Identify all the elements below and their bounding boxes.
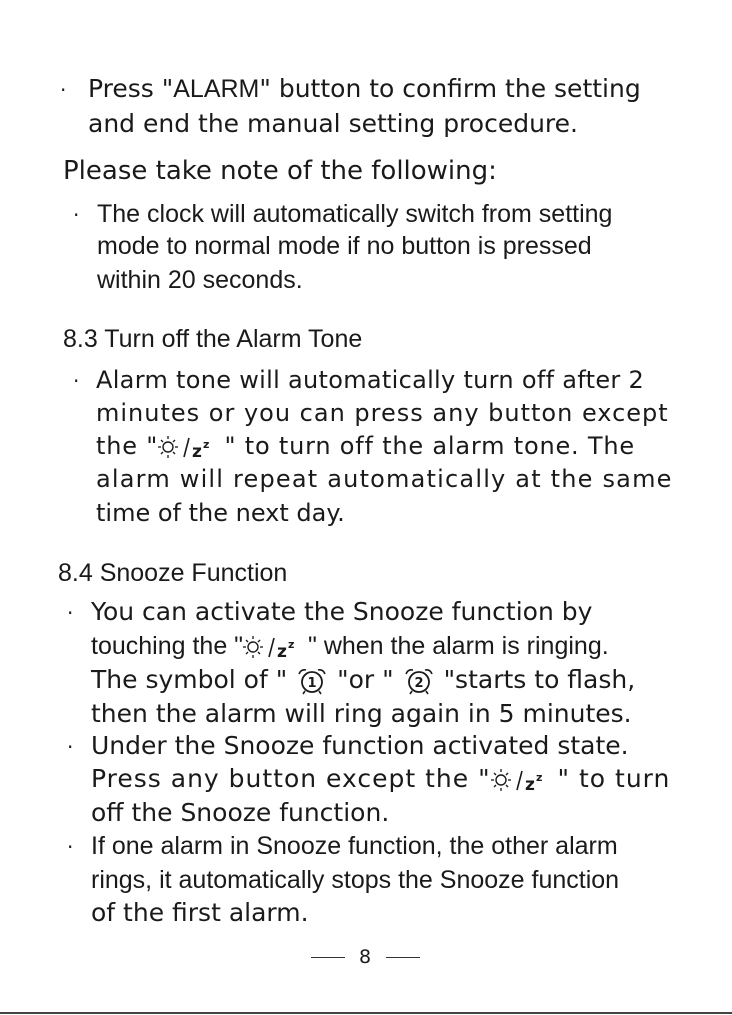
s84-b1-line-2-post: " when the alarm is ringing. <box>301 632 609 660</box>
note-line-3: within 20 seconds. <box>97 266 303 294</box>
s1-line-1 <box>88 73 641 105</box>
s83-line-4: alarm will repeat automatically at the same <box>96 465 673 493</box>
svg-text:z: z <box>277 642 287 661</box>
svg-text:1: 1 <box>307 676 317 691</box>
page-number: 8 <box>358 946 372 968</box>
s84-b1-line-3-a: The symbol of " <box>91 665 288 694</box>
note-line-2: mode to normal mode if no button is pressed <box>97 232 592 260</box>
s83-line-1: Alarm tone will automatically turn off after 2 <box>96 366 645 394</box>
s84-b2-line-3: off the Snooze function. <box>91 798 390 827</box>
section-8-4-heading: 8.4 Snooze Function <box>58 559 288 587</box>
s83-line-3-post: " to turn off the alarm tone. The <box>216 432 635 460</box>
s84-b2-line-2-pre: Press any button except the " <box>91 764 491 793</box>
s84-b1-line-4: then the alarm will ring again in 5 minutes. <box>91 699 632 728</box>
s83-line-3 <box>96 430 635 462</box>
light-snooze-icon <box>243 634 301 660</box>
s84-b1-line-1: You can activate the Snooze function by <box>91 597 593 626</box>
s83-line-2: minutes or you can press any button except <box>96 399 669 427</box>
light-snooze-icon <box>491 767 549 793</box>
note-line-1: The clock will automatically switch from setting <box>97 200 613 228</box>
alarm-1-icon <box>295 667 329 695</box>
s1-line-1-pre: Press " <box>88 74 174 103</box>
s83-line-3-pre: the " <box>96 432 159 460</box>
s84-b2-line-2 <box>91 763 670 795</box>
note-heading: Please take note of the following: <box>63 156 497 186</box>
s1-line-2: and end the manual setting procedure. <box>88 109 578 138</box>
page-number-rule-left <box>311 957 345 958</box>
alarm-2-icon <box>402 667 436 695</box>
s83-line-5: time of the next day. <box>96 499 345 527</box>
s84-b2-line-1: Under the Snooze function activated state. <box>91 731 629 760</box>
light-snooze-icon <box>158 434 216 460</box>
bullet: · <box>73 369 80 393</box>
s84-b1-line-3-c: "starts to flash, <box>443 665 636 694</box>
s84-b3-line-3: of the first alarm. <box>91 898 309 927</box>
page-number-rule-right <box>386 957 420 958</box>
bullet: · <box>73 203 80 227</box>
bullet: · <box>67 835 74 859</box>
s84-b1-line-3 <box>91 664 635 696</box>
svg-text:z: z <box>535 771 543 784</box>
s84-b1-line-2 <box>91 630 609 662</box>
s84-b1-line-2-pre: touching the " <box>91 632 244 660</box>
bullet: · <box>67 735 74 759</box>
section-8-3-heading: 8.3 Turn off the Alarm Tone <box>63 325 363 353</box>
svg-text:2: 2 <box>414 676 424 691</box>
svg-text:z: z <box>203 438 211 451</box>
svg-text:z: z <box>288 638 295 652</box>
s84-b3-line-1: If one alarm in Snooze function, the other alarm <box>91 832 618 860</box>
s84-b2-line-2-post: " to turn <box>548 764 671 793</box>
alarm-key-label: ALARM <box>173 75 260 103</box>
bullet: · <box>60 78 67 102</box>
s84-b3-line-2: rings, it automatically stops the Snooze function <box>91 866 620 894</box>
svg-text:z: z <box>524 775 536 793</box>
s84-b1-line-3-b: "or " <box>337 665 394 694</box>
s1-line-1-post: " button to confirm the setting <box>259 74 641 103</box>
bottom-border <box>0 1012 732 1014</box>
svg-text:z: z <box>192 442 203 460</box>
bullet: · <box>67 601 74 625</box>
